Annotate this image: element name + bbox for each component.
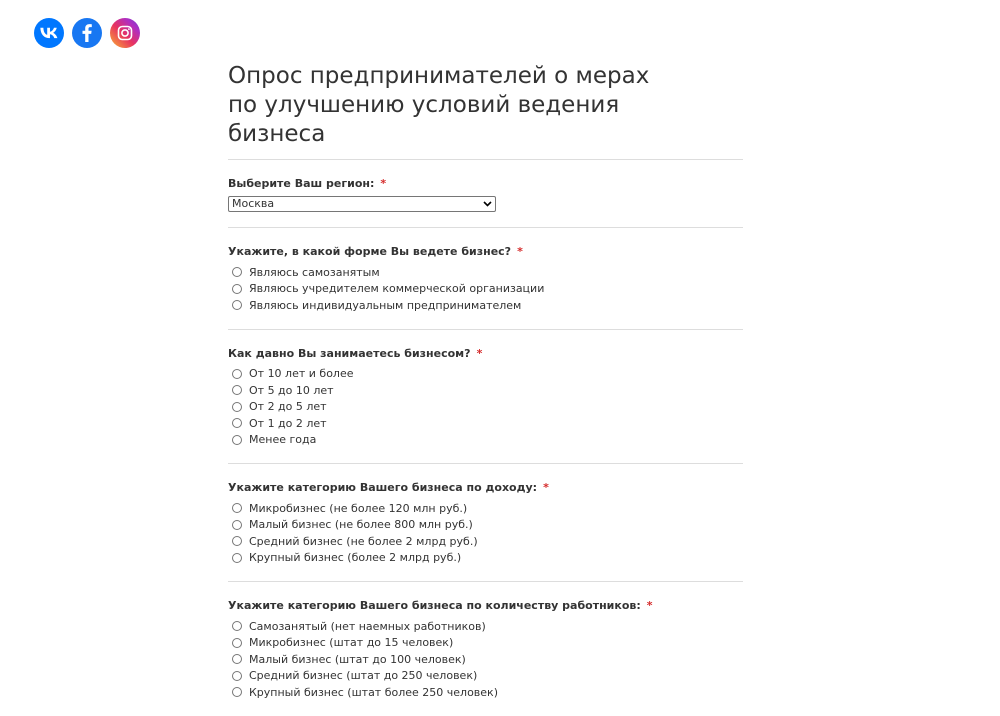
radio-option[interactable]	[228, 533, 743, 550]
question-business-age	[228, 330, 743, 464]
radio-option[interactable]	[228, 500, 743, 517]
page-title: Опрос предпринимателей о мерах по улучшению условий ведения бизнеса	[228, 63, 650, 147]
radio-option[interactable]	[228, 517, 743, 534]
question-business-staff	[228, 582, 743, 716]
region-select[interactable]	[228, 196, 496, 212]
radio-option-label: Являюсь самозанятым	[249, 265, 380, 279]
radio-option-label: От 10 лет и более	[249, 367, 354, 381]
radio-option[interactable]	[228, 415, 743, 432]
question-label	[228, 599, 743, 613]
questions-list	[228, 227, 743, 716]
radio-option-label: Малый бизнес (не более 800 млн руб.)	[249, 518, 473, 532]
radio-option-label: Малый бизнес (штат до 100 человек)	[249, 652, 466, 666]
radio-option-label: Средний бизнес (штат до 250 человек)	[249, 669, 478, 683]
radio-option[interactable]	[228, 618, 743, 635]
radio-button[interactable]	[232, 687, 242, 697]
question-label-text: Укажите категорию Вашего бизнеса по доходу:	[228, 481, 538, 494]
radio-button[interactable]	[232, 503, 242, 513]
radio-option-label: Микробизнес (штат до 15 человек)	[249, 636, 454, 650]
radio-button[interactable]	[232, 300, 242, 310]
facebook-icon[interactable]	[72, 18, 102, 48]
survey-form	[228, 60, 743, 716]
radio-option-label: Крупный бизнес (более 2 млрд руб.)	[249, 551, 462, 565]
radio-button[interactable]	[232, 638, 242, 648]
question-label	[228, 481, 743, 495]
radio-option-label: Крупный бизнес (штат более 250 человек)	[249, 685, 498, 699]
question-business-income	[228, 464, 743, 581]
radio-option[interactable]	[228, 399, 743, 416]
radio-button[interactable]	[232, 284, 242, 294]
radio-option-label: Менее года	[249, 433, 317, 447]
radio-option[interactable]	[228, 635, 743, 652]
radio-button[interactable]	[232, 369, 242, 379]
question-label-text: Как давно Вы занимаетесь бизнесом?	[228, 346, 471, 360]
radio-option[interactable]	[228, 297, 743, 314]
required-mark: *	[380, 177, 387, 190]
radio-option-label: Являюсь индивидуальным предпринимателем	[249, 298, 522, 312]
required-mark: *	[646, 599, 653, 612]
region-select-value: Москва	[232, 197, 275, 210]
required-mark: *	[543, 481, 549, 494]
question-label-text: Укажите, в какой форме Вы ведете бизнес?	[228, 245, 512, 258]
radio-option[interactable]	[228, 432, 743, 449]
radio-option[interactable]	[228, 264, 743, 281]
radio-option[interactable]	[228, 281, 743, 298]
vk-icon[interactable]	[34, 18, 64, 48]
question-label	[228, 347, 743, 361]
radio-button[interactable]	[232, 435, 242, 445]
question-label-text: Укажите категорию Вашего бизнеса по количеству работников:	[228, 599, 641, 612]
radio-option[interactable]	[228, 382, 743, 399]
chevron-down-icon	[483, 197, 492, 211]
required-mark: *	[517, 245, 523, 258]
radio-button[interactable]	[232, 520, 242, 530]
radio-button[interactable]	[232, 654, 242, 664]
radio-button[interactable]	[232, 621, 242, 631]
radio-button[interactable]	[232, 267, 242, 277]
radio-option-label: Являюсь учредителем коммерческой организации	[249, 282, 545, 296]
question-region	[228, 160, 743, 227]
radio-button[interactable]	[232, 385, 242, 395]
radio-button[interactable]	[232, 671, 242, 681]
radio-option-label: Средний бизнес (не более 2 млрд руб.)	[249, 534, 478, 548]
radio-option[interactable]	[228, 550, 743, 567]
required-mark: *	[476, 346, 483, 360]
radio-button[interactable]	[232, 536, 242, 546]
question-label-text: Выберите Ваш регион:	[228, 177, 375, 190]
radio-button[interactable]	[232, 402, 242, 412]
radio-option-label: От 5 до 10 лет	[249, 383, 334, 397]
instagram-icon[interactable]	[110, 18, 140, 48]
social-links	[34, 18, 140, 48]
radio-option-label: От 1 до 2 лет	[249, 416, 327, 430]
radio-option[interactable]	[228, 684, 743, 701]
question-business-form	[228, 228, 743, 329]
radio-option[interactable]	[228, 366, 743, 383]
radio-button[interactable]	[232, 553, 242, 563]
question-label	[228, 245, 743, 259]
radio-option-label: Микробизнес (не более 120 млн руб.)	[249, 501, 468, 515]
radio-button[interactable]	[232, 418, 242, 428]
radio-option-label: Самозанятый (нет наемных работников)	[249, 619, 486, 633]
radio-option-label: От 2 до 5 лет	[249, 400, 327, 414]
radio-option[interactable]	[228, 651, 743, 668]
question-label	[228, 177, 743, 191]
